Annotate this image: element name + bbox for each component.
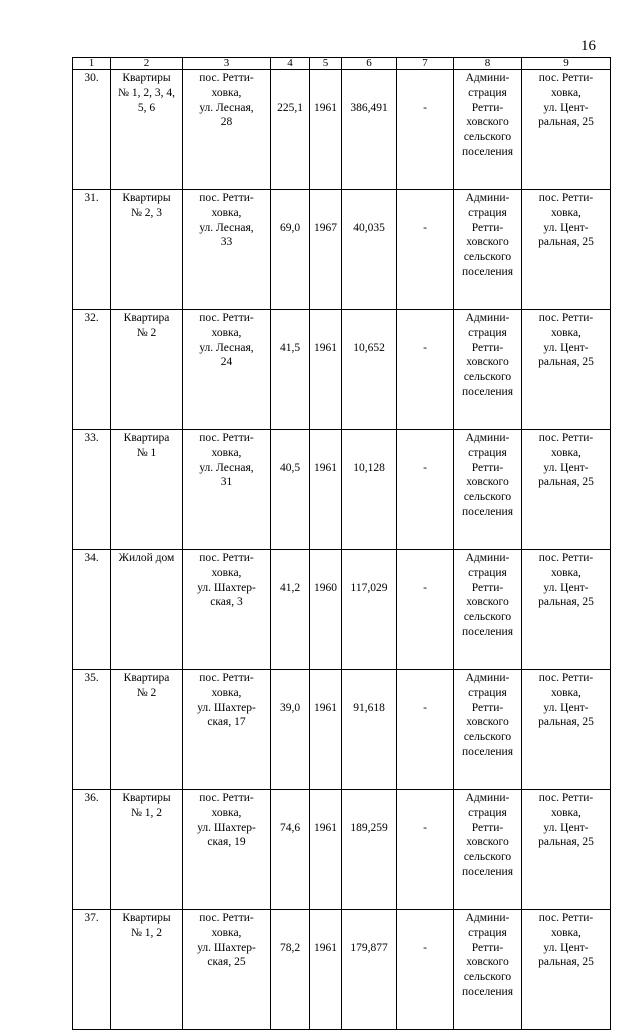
cell-area: 74,6 [271, 790, 310, 910]
table-body [73, 70, 611, 1030]
owner-line: страция [468, 926, 507, 939]
table-row [73, 790, 611, 910]
table-row [73, 430, 611, 550]
object-address-line: 28 [220, 116, 233, 129]
cell-owner [454, 70, 522, 190]
cell-col7: - [397, 550, 454, 670]
object-address-line: ская, 25 [207, 956, 246, 969]
object-address-line: ул. Лесная, [199, 101, 254, 114]
header-col-8: 8 [454, 58, 522, 70]
owner-address-line: ральная, 25 [538, 116, 594, 129]
cell-number: 30. [73, 70, 111, 190]
cell-object-address [183, 790, 271, 910]
object-name-line: Квартиры [122, 72, 171, 84]
cell-owner [454, 790, 522, 910]
cell-object-address [183, 550, 271, 670]
owner-address-line: ул. Цент- [543, 461, 589, 474]
owner-address-line: ральная, 25 [538, 236, 594, 249]
object-name-line: № 1, 2 [130, 926, 163, 939]
owner-line: Ретти- [471, 461, 504, 474]
owner-address-line: ральная, 25 [538, 716, 594, 729]
owner-line: поселения [462, 745, 513, 758]
object-address-line: ул. Шахтер- [197, 701, 256, 714]
object-address-line: пос. Ретти- [199, 432, 254, 444]
cell-area: 69,0 [271, 190, 310, 310]
object-name-line: № 2, 3 [130, 206, 163, 219]
owner-line: Админи- [465, 192, 510, 204]
owner-line: Админи- [465, 672, 510, 684]
header-col-6: 6 [342, 58, 397, 70]
owner-line: страция [468, 86, 507, 99]
cell-object-address [183, 430, 271, 550]
object-name-line: № 2 [136, 326, 157, 339]
object-name-line: № 1, 2 [130, 806, 163, 819]
object-name-line: Квартиры [122, 912, 171, 924]
owner-line: ховского [466, 596, 509, 609]
owner-address-line: ул. Цент- [543, 221, 589, 234]
table-row [73, 550, 611, 670]
cell-col7: - [397, 310, 454, 430]
table-row [73, 310, 611, 430]
cell-year: 1961 [310, 430, 342, 550]
cell-area: 225,1 [271, 70, 310, 190]
cell-object-name [111, 910, 183, 1030]
cell-object-address [183, 70, 271, 190]
cell-number: 35. [73, 670, 111, 790]
owner-line: ховского [466, 476, 509, 489]
owner-line: сельского [463, 131, 512, 144]
object-address-line: ул. Шахтер- [197, 941, 256, 954]
owner-line: страция [468, 566, 507, 579]
owner-address-line: ральная, 25 [538, 836, 594, 849]
cell-area: 78,2 [271, 910, 310, 1030]
object-name-line: Квартира [123, 312, 170, 324]
object-address-line: ская, 19 [207, 836, 246, 849]
owner-line: страция [468, 206, 507, 219]
owner-address-line: ул. Цент- [543, 701, 589, 714]
cell-value: 179,877 [342, 910, 397, 1030]
header-col-2: 2 [111, 58, 183, 70]
owner-address-line: ховка, [551, 86, 581, 99]
owner-line: Ретти- [471, 221, 504, 234]
owner-line: сельского [463, 731, 512, 744]
cell-owner-address [522, 190, 611, 310]
header-col-9: 9 [522, 58, 611, 70]
cell-owner [454, 910, 522, 1030]
owner-line: страция [468, 686, 507, 699]
owner-line: сельского [463, 491, 512, 504]
cell-owner [454, 550, 522, 670]
owner-address-line: пос. Ретти- [538, 192, 594, 204]
object-address-line: пос. Ретти- [199, 912, 254, 924]
object-address-line: ул. Шахтер- [197, 821, 256, 834]
object-address-line: ская, 3 [210, 596, 243, 609]
cell-number: 36. [73, 790, 111, 910]
object-address-line: ховка, [211, 806, 242, 819]
owner-line: ховского [466, 716, 509, 729]
owner-line: сельского [463, 851, 512, 864]
cell-number: 34. [73, 550, 111, 670]
owner-address-line: ховка, [551, 926, 581, 939]
object-name-line: 5, 6 [137, 101, 156, 114]
object-name-line: № 1, 2, 3, 4, [118, 86, 175, 99]
owner-line: ховского [466, 116, 509, 129]
owner-address-line: ховка, [551, 326, 581, 339]
object-name-line: № 1 [136, 446, 157, 459]
cell-col7: - [397, 430, 454, 550]
cell-number: 31. [73, 190, 111, 310]
header-col-7: 7 [397, 58, 454, 70]
cell-object-name [111, 550, 183, 670]
cell-col7: - [397, 70, 454, 190]
cell-year: 1961 [310, 910, 342, 1030]
owner-line: Админи- [465, 792, 510, 804]
object-address-line: ул. Лесная, [199, 341, 254, 354]
owner-line: поселения [462, 865, 513, 878]
object-address-line: 33 [220, 236, 233, 249]
object-address-line: ская, 17 [207, 716, 246, 729]
owner-line: страция [468, 446, 507, 459]
cell-col7: - [397, 670, 454, 790]
cell-year: 1961 [310, 70, 342, 190]
owner-address-line: ральная, 25 [538, 356, 594, 369]
owner-line: поселения [462, 505, 513, 518]
object-name-line: Жилой дом [118, 552, 175, 564]
owner-line: Админи- [465, 552, 510, 564]
owner-line: Ретти- [471, 101, 504, 114]
object-name-line: Квартира [123, 672, 170, 684]
cell-area: 41,2 [271, 550, 310, 670]
cell-owner [454, 670, 522, 790]
owner-address-line: пос. Ретти- [538, 72, 594, 84]
cell-owner-address [522, 310, 611, 430]
owner-line: ховского [466, 236, 509, 249]
object-address-line: 24 [220, 356, 233, 369]
object-address-line: пос. Ретти- [199, 72, 254, 84]
table-row [73, 910, 611, 1030]
header-col-4: 4 [271, 58, 310, 70]
owner-line: сельского [463, 611, 512, 624]
owner-address-line: ховка, [551, 206, 581, 219]
table-row [73, 670, 611, 790]
owner-line: Ретти- [471, 821, 504, 834]
cell-owner-address [522, 910, 611, 1030]
object-address-line: пос. Ретти- [199, 192, 254, 204]
cell-year: 1960 [310, 550, 342, 670]
page-number: 16 [581, 38, 596, 54]
owner-address-line: пос. Ретти- [538, 912, 594, 924]
object-name-line: Квартира [123, 432, 170, 444]
cell-owner-address [522, 670, 611, 790]
object-address-line: пос. Ретти- [199, 792, 254, 804]
cell-col7: - [397, 190, 454, 310]
owner-line: поселения [462, 385, 513, 398]
table-row [73, 190, 611, 310]
owner-address-line: ул. Цент- [543, 821, 589, 834]
owner-line: страция [468, 806, 507, 819]
owner-address-line: пос. Ретти- [538, 312, 594, 324]
owner-line: Ретти- [471, 581, 504, 594]
owner-address-line: ул. Цент- [543, 341, 589, 354]
object-address-line: ховка, [211, 926, 242, 939]
owner-address-line: пос. Ретти- [538, 792, 594, 804]
owner-address-line: ральная, 25 [538, 596, 594, 609]
header-col-5: 5 [310, 58, 342, 70]
cell-col7: - [397, 790, 454, 910]
owner-line: поселения [462, 145, 513, 158]
owner-line: ховского [466, 356, 509, 369]
cell-number: 37. [73, 910, 111, 1030]
owner-line: ховского [466, 836, 509, 849]
owner-address-line: ховка, [551, 566, 581, 579]
owner-line: Админи- [465, 312, 510, 324]
owner-address-line: пос. Ретти- [538, 432, 594, 444]
cell-owner-address [522, 790, 611, 910]
cell-object-name [111, 790, 183, 910]
owner-address-line: пос. Ретти- [538, 552, 594, 564]
object-address-line: ховка, [211, 686, 242, 699]
owner-line: Ретти- [471, 941, 504, 954]
cell-value: 40,035 [342, 190, 397, 310]
cell-col7: - [397, 910, 454, 1030]
owner-line: Админи- [465, 432, 510, 444]
cell-object-name [111, 70, 183, 190]
object-address-line: ул. Шахтер- [197, 581, 256, 594]
object-address-line: ул. Лесная, [199, 221, 254, 234]
owner-line: поселения [462, 985, 513, 998]
table-row [73, 70, 611, 190]
object-name-line: Квартиры [122, 792, 171, 804]
object-address-line: пос. Ретти- [199, 552, 254, 564]
header-col-3: 3 [183, 58, 271, 70]
cell-number: 33. [73, 430, 111, 550]
owner-address-line: пос. Ретти- [538, 672, 594, 684]
cell-object-name [111, 430, 183, 550]
owner-line: Админи- [465, 912, 510, 924]
owner-address-line: ховка, [551, 446, 581, 459]
cell-value: 10,652 [342, 310, 397, 430]
object-address-line: ховка, [211, 326, 242, 339]
cell-value: 91,618 [342, 670, 397, 790]
object-address-line: ховка, [211, 86, 242, 99]
owner-address-line: ральная, 25 [538, 476, 594, 489]
cell-owner [454, 190, 522, 310]
cell-object-address [183, 910, 271, 1030]
object-address-line: ховка, [211, 566, 242, 579]
owner-address-line: ральная, 25 [538, 956, 594, 969]
property-register-table [72, 57, 611, 1030]
cell-object-address [183, 670, 271, 790]
cell-year: 1967 [310, 190, 342, 310]
object-name-line: № 2 [136, 686, 157, 699]
cell-year: 1961 [310, 790, 342, 910]
cell-object-name [111, 310, 183, 430]
owner-line: поселения [462, 625, 513, 638]
owner-line: сельского [463, 251, 512, 264]
owner-line: Ретти- [471, 701, 504, 714]
owner-line: ховского [466, 956, 509, 969]
cell-owner-address [522, 550, 611, 670]
cell-owner-address [522, 70, 611, 190]
cell-object-address [183, 310, 271, 430]
cell-area: 40,5 [271, 430, 310, 550]
cell-value: 189,259 [342, 790, 397, 910]
owner-line: сельского [463, 971, 512, 984]
owner-line: Ретти- [471, 341, 504, 354]
cell-object-address [183, 190, 271, 310]
owner-line: Админи- [465, 72, 510, 84]
cell-value: 10,128 [342, 430, 397, 550]
object-address-line: 31 [220, 476, 233, 489]
object-address-line: ховка, [211, 206, 242, 219]
owner-address-line: ул. Цент- [543, 101, 589, 114]
object-name-line: Квартиры [122, 192, 171, 204]
owner-address-line: ховка, [551, 806, 581, 819]
cell-object-name [111, 190, 183, 310]
owner-address-line: ховка, [551, 686, 581, 699]
cell-value: 386,491 [342, 70, 397, 190]
cell-value: 117,029 [342, 550, 397, 670]
cell-number: 32. [73, 310, 111, 430]
object-address-line: ховка, [211, 446, 242, 459]
cell-area: 41,5 [271, 310, 310, 430]
cell-area: 39,0 [271, 670, 310, 790]
owner-line: сельского [463, 371, 512, 384]
cell-owner [454, 310, 522, 430]
object-address-line: пос. Ретти- [199, 312, 254, 324]
cell-owner [454, 430, 522, 550]
cell-year: 1961 [310, 670, 342, 790]
cell-object-name [111, 670, 183, 790]
cell-owner-address [522, 430, 611, 550]
header-col-1: 1 [73, 58, 111, 70]
header-row [73, 58, 611, 70]
object-address-line: пос. Ретти- [199, 672, 254, 684]
owner-line: поселения [462, 265, 513, 278]
owner-line: страция [468, 326, 507, 339]
owner-address-line: ул. Цент- [543, 581, 589, 594]
owner-address-line: ул. Цент- [543, 941, 589, 954]
object-address-line: ул. Лесная, [199, 461, 254, 474]
cell-year: 1961 [310, 310, 342, 430]
